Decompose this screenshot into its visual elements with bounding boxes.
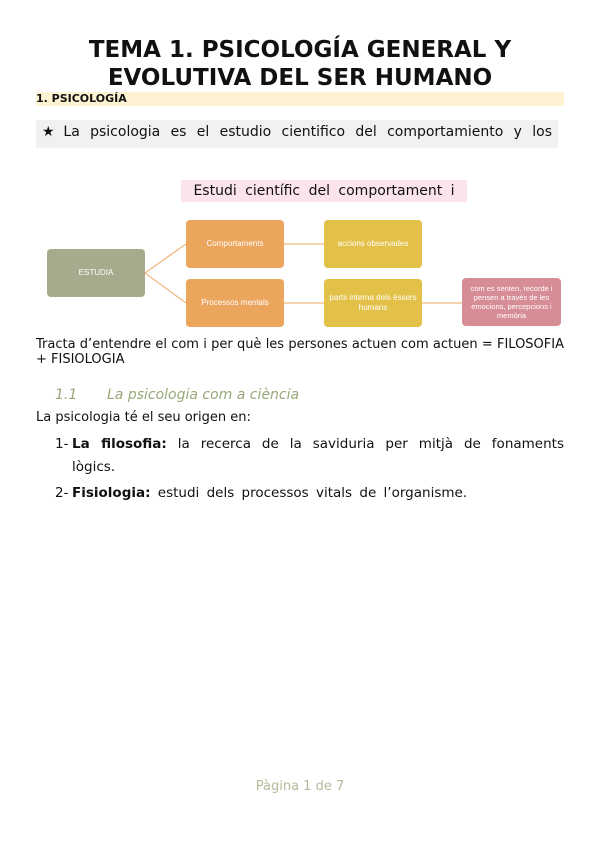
list-item-term: La filosofia: (72, 436, 167, 452)
subheading-number: 1.1 (55, 387, 78, 403)
page-number: Pàgina 1 de 7 (255, 779, 345, 794)
diagram-node-parts: parts interna dels éssers humans (324, 279, 422, 327)
list-item-number: 2- (55, 485, 69, 501)
list-item-number: 1- (55, 436, 69, 452)
connector-estudia-processos (145, 273, 186, 303)
star-icon: ★ (42, 124, 58, 140)
callout-text: La psicologia es el estudio cientifico del comportamiento y los (63, 124, 552, 140)
list-item-body (72, 433, 564, 479)
subheading-text: La psicologia com a ciència (107, 387, 300, 403)
diagram-node-estudia: ESTUDIA (47, 249, 145, 297)
list-item (55, 433, 564, 479)
diagram-caption: Estudi científic del comportament i (181, 180, 467, 202)
subheading (55, 386, 299, 404)
list-item-text: estudi dels processos vitals de l’organisme. (150, 485, 468, 501)
intro-paragraph: Tracta d’entendre el com i per què les persones actuen com actuen = FILOSOFIA + FISIOLOGIA (36, 337, 564, 367)
section-heading: 1. PSICOLOGÍA (36, 92, 127, 105)
list-item (55, 482, 564, 505)
origin-paragraph: La psicologia té el seu origen en: (36, 410, 251, 425)
diagram-node-comportaments: Comportaments (186, 220, 284, 268)
list-item-text: la recerca de la saviduria per mitjà de fonaments lògics. (72, 436, 564, 475)
list-item-term: Fisiologia: (72, 485, 151, 501)
list-item-body (72, 482, 564, 505)
title-line-2: EVOLUTIVA DEL SER HUMANO (107, 65, 493, 91)
diagram-node-com: com es senten, recorde i pensen a través de les emocions, percepcions i memòria (462, 278, 561, 326)
title-line-1: TEMA 1. PSICOLOGÍA GENERAL Y (88, 37, 512, 63)
diagram-node-accions: accions observades (324, 220, 422, 268)
connector-estudia-comportaments (145, 244, 186, 273)
diagram-node-processos: Processos mentals (186, 279, 284, 327)
